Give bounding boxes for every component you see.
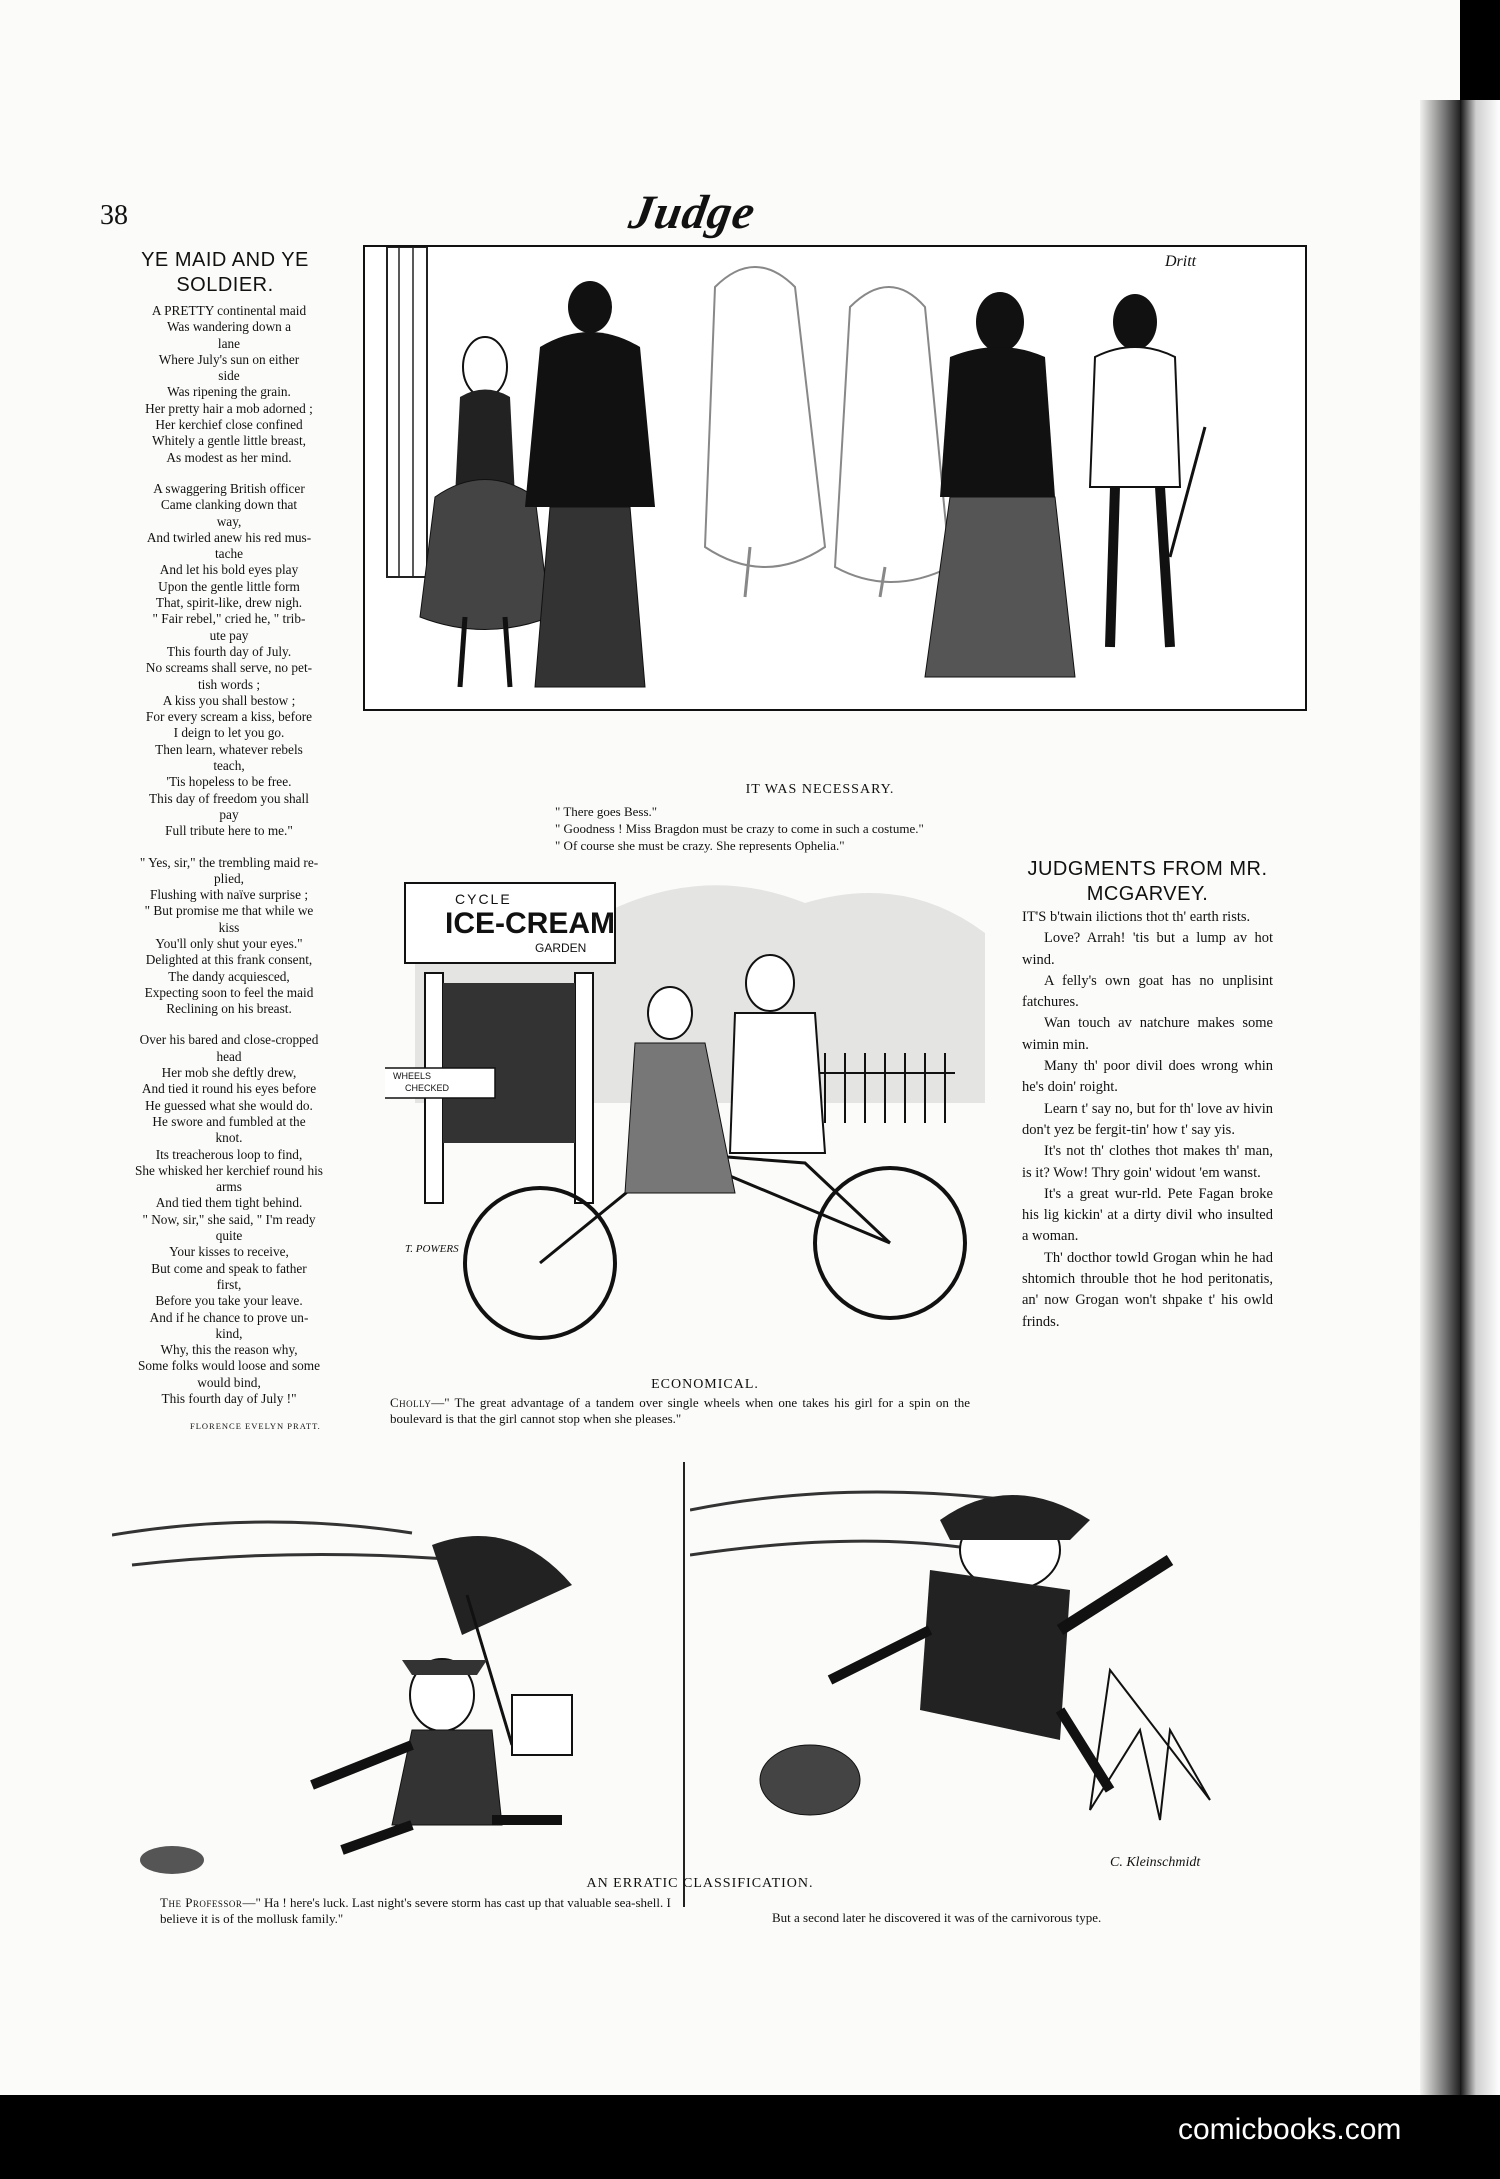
- sign-cycle: CYCLE: [455, 891, 512, 907]
- judgment-paragraph: Love? Arrah! 'tis but a lump av hot wind.: [1022, 930, 1273, 968]
- poem-line: This fourth day of July.: [166, 643, 292, 659]
- poem-stanza: [104, 303, 354, 466]
- poem-stanza: [104, 1032, 354, 1407]
- poem-line: Why, this the reason why,: [160, 1342, 298, 1358]
- poem-line: And twirled anew his red mus-: [146, 529, 312, 545]
- poem-line: And let his bold eyes play: [159, 562, 299, 578]
- cartoon2-quote: —" The great advantage of a tandem over single wheels when one takes his girl for a spin on the boulevard is that the girl cannot stop when she pleases.": [390, 1395, 970, 1426]
- poem-line: quite: [215, 1228, 243, 1244]
- judgment-paragraph: It's not th' clothes thot makes th' man, is it? Wow! Thry goin' widout 'em wanst.: [1022, 1143, 1273, 1181]
- cartoon-masquerade: [363, 245, 1307, 711]
- poem-line: side: [218, 368, 240, 384]
- watermark: comicbooks.com: [1178, 2113, 1402, 2146]
- poem-line: Then learn, whatever rebels: [155, 741, 303, 757]
- poem-line: Full tribute here to me.": [165, 823, 293, 839]
- poem-line: Delighted at this frank consent,: [145, 952, 313, 968]
- cartoon3-quote: —" Ha ! here's luck. Last night's severe storm has cast up that valuable sea-shell. I believe it is of the mollusk family.": [160, 1895, 671, 1926]
- poem-line: No screams shall serve, no pet-: [145, 660, 313, 676]
- poem-line: knot.: [215, 1130, 243, 1146]
- poem-line: I deign to let you go.: [173, 725, 285, 741]
- poem-line: Her kerchief close confined: [155, 417, 303, 433]
- cartoon3-caption-left: [160, 1895, 710, 1927]
- judgments-body: [1022, 907, 1273, 1333]
- judgments-title: JUDGMENTS FROM MR. MCGARVEY.: [1027, 858, 1268, 905]
- poem-line: Reclining on his breast.: [166, 1001, 292, 1017]
- poem-line: Expecting soon to feel the maid: [144, 984, 314, 1000]
- cartoon2-title: ECONOMICAL.: [651, 1377, 759, 1392]
- cartoon1-caption: [555, 803, 924, 854]
- poem-line: 'Tis hopeless to be free.: [166, 774, 292, 790]
- poem-line: And if he chance to prove un-: [149, 1309, 309, 1325]
- poem-line: plied,: [214, 870, 244, 886]
- poem-line: Her mob she deftly drew,: [161, 1065, 297, 1081]
- poem-line: teach,: [213, 758, 245, 774]
- judgment-paragraph: Many th' poor divil does wrong whin he's doin' roight.: [1022, 1058, 1273, 1096]
- poem-line: Was ripening the grain.: [167, 384, 291, 400]
- sign-checked: CHECKED: [405, 1083, 450, 1093]
- cartoon2-caption: [390, 1395, 970, 1427]
- judgment-paragraph: Wan touch av natchure makes some wimin min.: [1022, 1015, 1273, 1053]
- poem-line: Flushing with naïve surprise ;: [149, 887, 309, 903]
- masthead-logo: Judge: [625, 186, 760, 239]
- poem-line: way,: [216, 513, 242, 529]
- poem-line: A swaggering British officer: [153, 480, 305, 496]
- turtle-bite-illustration: [690, 1430, 1258, 1880]
- poem-line: Whitely a gentle little breast,: [152, 433, 306, 449]
- sign-garden: GARDEN: [535, 941, 587, 955]
- poem-line: ute pay: [209, 627, 249, 643]
- poem-line: " Fair rebel," cried he, " trib-: [152, 611, 306, 627]
- cartoon-professor-finds-shell: [112, 1455, 682, 1875]
- poem-line: The dandy acquiesced,: [168, 968, 290, 984]
- poem-line: " Yes, sir," the trembling maid re-: [139, 854, 319, 870]
- poem-line: This fourth day of July !": [161, 1391, 297, 1406]
- poem-line: As modest as her mind.: [166, 449, 292, 465]
- cartoon-professor-bitten: [690, 1430, 1258, 1880]
- sign-wheels: WHEELS: [393, 1071, 432, 1081]
- poem-line: kiss: [218, 919, 240, 935]
- poem-line: And tied them tight behind.: [155, 1195, 303, 1211]
- judgment-paragraph: Learn t' say no, but for th' love av hivin don't yez be fergit-tin' how t' say yis.: [1022, 1100, 1273, 1138]
- poem-line: Upon the gentle little form: [158, 578, 300, 594]
- poem-line: Was wandering down a: [166, 319, 292, 335]
- cartoon2-speaker: Cholly: [390, 1395, 432, 1410]
- poem-line: But come and speak to father: [151, 1260, 307, 1276]
- poem-line: first,: [216, 1276, 242, 1292]
- professor-illustration: [112, 1455, 682, 1875]
- poem-line: would bind,: [197, 1374, 261, 1390]
- next-page-edge: [1460, 100, 1500, 2095]
- poem-author: FLORENCE EVELYN PRATT.: [190, 1421, 321, 1431]
- poem-line: Some folks would loose and some: [137, 1358, 321, 1374]
- judgment-paragraph: A felly's own goat has no unplisint fatchures.: [1022, 972, 1273, 1011]
- cartoon3-title: AN ERRATIC CLASSIFICATION.: [586, 1876, 814, 1891]
- poem-line: For every scream a kiss, before: [145, 709, 313, 725]
- judgment-paragraph: It's a great wur-rld. Pete Fagan broke his lig kickin' at a dirty divil who insulted a woman.: [1022, 1185, 1273, 1245]
- poem-line: " But promise me that while we: [144, 903, 314, 919]
- column-divider: [683, 1462, 685, 1907]
- poem-line: A PRETTY continental maid: [151, 303, 307, 318]
- poem-line: arms: [216, 1179, 242, 1195]
- binding-shadow: [1420, 100, 1460, 2095]
- poem-line: Your kisses to receive,: [169, 1244, 289, 1260]
- poem-line: She whisked her kerchief round his: [135, 1162, 323, 1178]
- poem-line: You'll only shut your eyes.": [155, 935, 303, 951]
- poem-line: kind,: [215, 1325, 243, 1341]
- cartoon3-signature: C. Kleinschmidt: [1110, 1855, 1201, 1870]
- poem-line: pay: [219, 806, 239, 822]
- poem-line: lane: [217, 335, 241, 351]
- poem-line: Where July's sun on either: [158, 351, 300, 367]
- judgment-paragraph: Th' docthor towld Grogan whin he had shtomich throuble thot he hod peritonatis, an' now Grogan won't shpake t' his owld frinds.: [1022, 1249, 1273, 1330]
- caption-line: " Goodness ! Miss Bragdon must be crazy to come in such a costume.": [555, 821, 924, 836]
- cartoon1-signature: Dritt: [1165, 253, 1197, 270]
- poem-line: head: [216, 1048, 242, 1064]
- cartoon1-title: IT WAS NECESSARY.: [745, 782, 895, 797]
- poem-line: tish words ;: [197, 676, 261, 692]
- cartoon-tandem: [385, 863, 1000, 1367]
- poem-line: Its treacherous loop to find,: [155, 1146, 303, 1162]
- poem-line: " Now, sir," she said, " I'm ready: [142, 1211, 316, 1227]
- poem-line: Over his bared and close-cropped: [139, 1032, 319, 1048]
- masquerade-illustration: [365, 247, 1305, 709]
- poem-line: He swore and fumbled at the: [152, 1113, 306, 1129]
- cartoon3-speaker: The Professor: [160, 1895, 243, 1910]
- judgment-paragraph: IT'S b'twain ilictions thot th' earth rists.: [1022, 909, 1251, 925]
- page-number: 38: [100, 200, 128, 231]
- poem-line: tache: [214, 546, 244, 562]
- poem-line: Before you take your leave.: [155, 1293, 303, 1309]
- poem-line: That, spirit-like, drew nigh.: [155, 595, 303, 611]
- poem-line: And tied it round his eyes before: [141, 1081, 317, 1097]
- cartoon3-caption-right: But a second later he discovered it was of the carnivorous type.: [772, 1910, 1102, 1925]
- cartoon2-signature: T. POWERS: [405, 1243, 459, 1255]
- poem-line: Her pretty hair a mob adorned ;: [145, 400, 313, 416]
- poem-title: YE MAID AND YE SOLDIER.: [141, 249, 309, 296]
- poem-line: This day of freedom you shall: [149, 790, 309, 806]
- poem-stanza: [104, 481, 354, 840]
- sign-ice-cream: ICE-CREAM: [445, 907, 615, 940]
- poem-body: [104, 303, 354, 1422]
- poem-line: A kiss you shall bestow ;: [162, 692, 296, 708]
- caption-line: " Of course she must be crazy. She represents Ophelia.": [555, 838, 845, 853]
- poem-stanza: [104, 855, 354, 1018]
- poem-line: Came clanking down that: [160, 497, 298, 513]
- caption-line: " There goes Bess.": [555, 804, 658, 819]
- poem-line: He guessed what she would do.: [145, 1097, 313, 1113]
